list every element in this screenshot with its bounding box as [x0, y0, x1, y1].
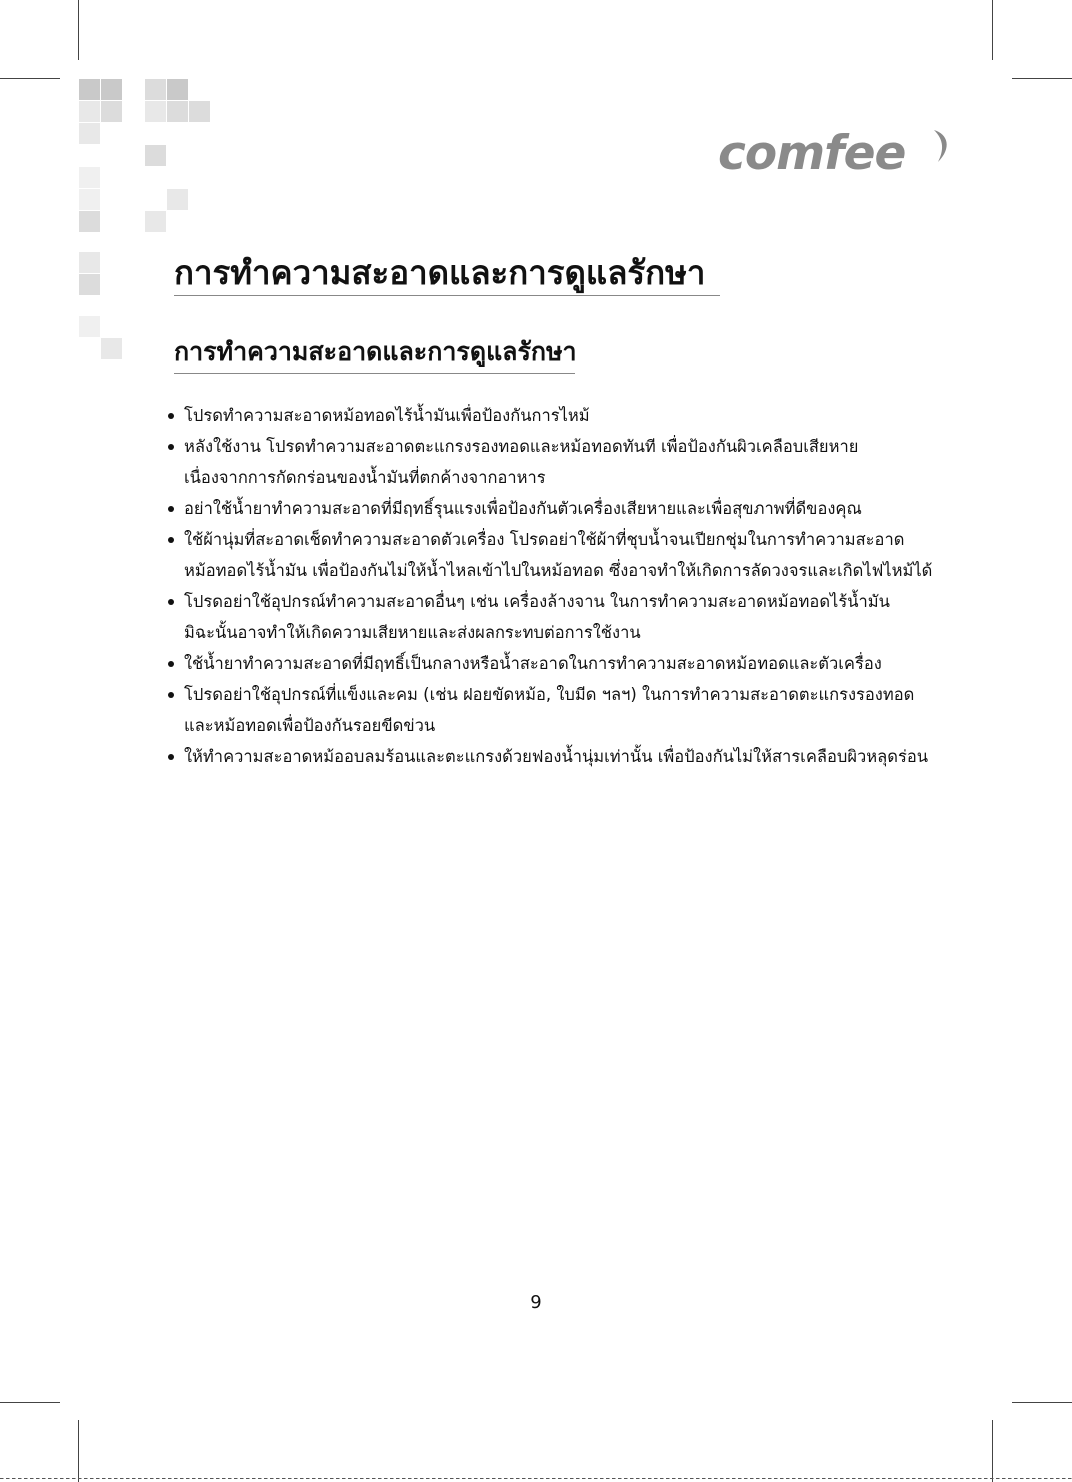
list-item: [164, 741, 964, 772]
bullet-icon: [168, 661, 174, 667]
list-item-text: และหม้อทอดเพื่อป้องกันรอยขีดข่วน: [184, 716, 436, 735]
list-item: [164, 431, 964, 493]
bullet-icon: [168, 692, 174, 698]
bullet-icon: [168, 413, 174, 419]
list-item-text: ใช้ผ้านุ่มที่สะอาดเช็ดทำความสะอาดตัวเครื่อง โปรดอย่าใช้ผ้าที่ชุบน้ำจนเปียกชุ่มในการทำความสะอาด: [184, 530, 905, 549]
list-item: [164, 648, 964, 679]
bullet-icon: [168, 599, 174, 605]
list-item-text: มิฉะนั้นอาจทำให้เกิดความเสียหายและส่งผลกระทบต่อการใช้งาน: [184, 623, 641, 642]
crop-mark-bottom-right-h: [1012, 1402, 1072, 1403]
crop-mark-top-right: [992, 0, 993, 60]
bullet-icon: [168, 754, 174, 760]
bullet-icon: [168, 537, 174, 543]
crop-mark-top-left-h: [0, 78, 60, 79]
bottom-dashed-line: [0, 1478, 1072, 1479]
crop-mark-bottom-left-h: [0, 1402, 60, 1403]
list-item-text: ใช้น้ำยาทำความสะอาดที่มีฤทธิ์เป็นกลางหรือน้ำสะอาดในการทำความสะอาดหม้อทอดและตัวเครื่อง: [184, 654, 882, 673]
bullet-icon: [168, 444, 174, 450]
list-item-text: โปรดทำความสะอาดหม้อทอดไร้น้ำมันเพื่อป้องกันการไหม้: [184, 406, 590, 425]
list-item: [164, 679, 964, 741]
list-item-text: หม้อทอดไร้น้ำมัน เพื่อป้องกันไม่ให้น้ำไหลเข้าไปในหม้อทอด ซึ่งอาจทำให้เกิดการลัดวงจรและเกิดไฟไหม้ได้: [184, 561, 933, 580]
brand-logo: comfee: [718, 126, 906, 181]
bullet-icon: [168, 506, 174, 512]
list-item-text: อย่าใช้น้ำยาทำความสะอาดที่มีฤทธิ์รุนแรงเพื่อป้องกันตัวเครื่องเสียหายและเพื่อสุขภาพที่ดีของคุณ: [184, 499, 862, 518]
crop-mark-top-left: [78, 0, 79, 60]
list-item-text: โปรดอย่าใช้อุปกรณ์ที่แข็งและคม (เช่น ฝอยขัดหม้อ, ใบมีด ฯลฯ) ในการทำความสะอาดตะแกรงรองทอด: [184, 685, 915, 704]
crop-mark-bottom-left: [78, 1420, 79, 1482]
crop-mark-bottom-right: [992, 1420, 993, 1482]
list-item: [164, 400, 964, 431]
list-item-text: หลังใช้งาน โปรดทำความสะอาดตะแกรงรองทอดและหม้อทอดทันที เพื่อป้องกันผิวเคลือบเสียหาย: [184, 437, 859, 456]
title-underline: [174, 295, 720, 296]
list-item: [164, 586, 964, 648]
list-item-text: ให้ทำความสะอาดหม้ออบลมร้อนและตะแกรงด้วยฟองน้ำนุ่มเท่านั้น เพื่อป้องกันไม่ให้สารเคลือบผิวหลุดร่อน: [184, 747, 929, 766]
list-item: [164, 524, 964, 586]
section-heading: การทำความสะอาดและการดูแลรักษา: [174, 337, 577, 366]
list-item: [164, 493, 964, 524]
crop-mark-top-right-h: [1012, 78, 1072, 79]
section-heading-underline: [174, 373, 575, 374]
logo-swoosh-icon: [928, 128, 954, 166]
cleaning-instructions-list: [164, 400, 964, 772]
page-number: 9: [530, 1292, 542, 1313]
list-item-text: โปรดอย่าใช้อุปกรณ์ทำความสะอาดอื่นๆ เช่น เครื่องล้างจาน ในการทำความสะอาดหม้อทอดไร้น้ำมัน: [184, 592, 890, 611]
page-title: การทำความสะอาดและการดูแลรักษา: [174, 253, 706, 292]
list-item-text: เนื่องจากการกัดกร่อนของน้ำมันที่ตกค้างจากอาหาร: [184, 468, 546, 487]
